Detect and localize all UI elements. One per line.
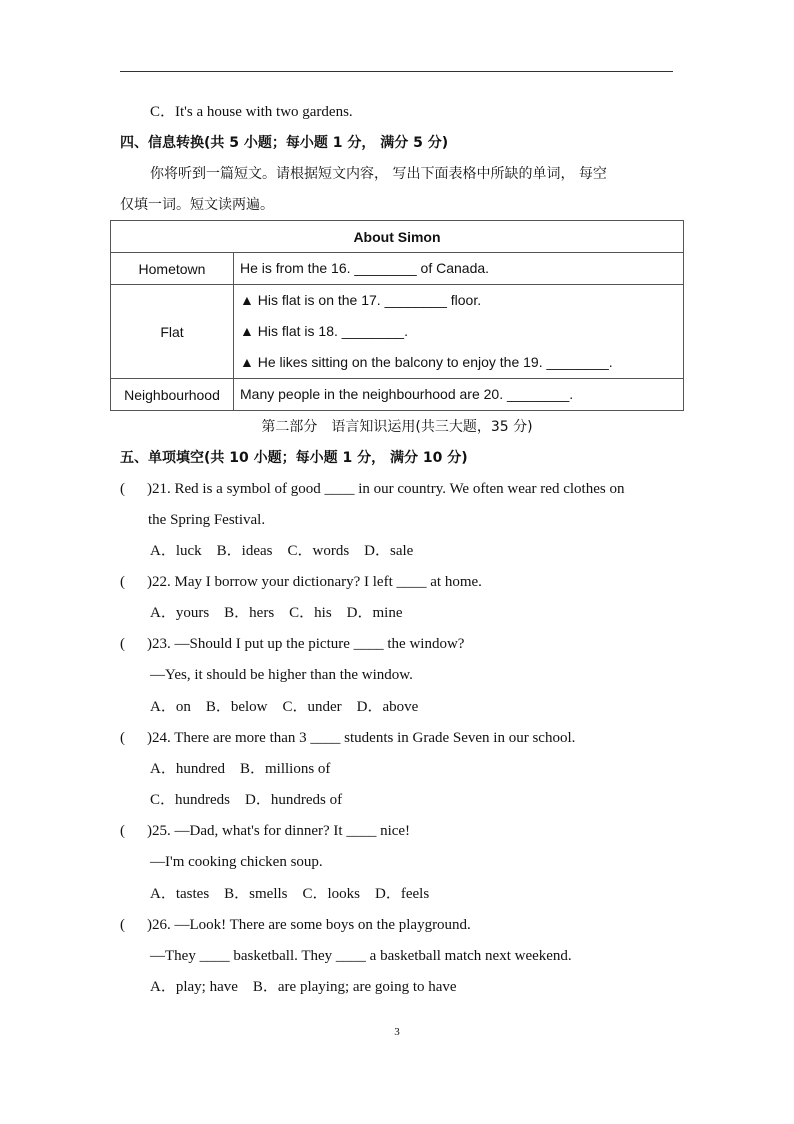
part2-title: 第二部分 语言知识运用(共三大题，35 分)	[261, 419, 533, 435]
table-header: About Simon	[111, 221, 684, 253]
table-row	[111, 285, 684, 379]
question-25-reply: —I'm cooking chicken soup.	[150, 854, 323, 870]
blank-20: Many people in the neighbourhood are 20. ________.	[240, 386, 574, 402]
question-26-options: A．play; have B．are playing; are going to have	[150, 979, 457, 995]
question-26-stem: )26. —Look! There are some boys on the playground.	[147, 917, 471, 933]
answer-paren: (	[120, 636, 125, 652]
table-row	[111, 253, 684, 285]
blank-19: ▲ He likes sitting on the balcony to enjoy the 19. ________.	[240, 354, 613, 370]
section4-instruction-line1: 你将听到一篇短文。请根据短文内容， 写出下面表格中所缺的单词， 每空	[150, 166, 607, 182]
answer-paren: (	[120, 574, 125, 590]
question-24-options-ab: A．hundred B．millions of	[150, 761, 331, 777]
option-c-previous: C．It's a house with two gardens.	[150, 104, 353, 120]
section4-instruction-line2: 仅填一词。短文读两遍。	[120, 197, 274, 213]
row-content-hometown	[234, 253, 684, 285]
answer-paren: (	[120, 481, 125, 497]
question-23-reply: —Yes, it should be higher than the window.	[150, 667, 413, 683]
row-content-flat	[234, 285, 684, 379]
question-22	[120, 572, 482, 592]
page-number: 3	[394, 1026, 400, 1038]
question-23-stem: )23. —Should I put up the picture ____ the window?	[147, 636, 465, 652]
question-22-stem: )22. May I borrow your dictionary? I left ____ at home.	[147, 574, 482, 590]
question-25	[120, 821, 410, 841]
question-21-stem: )21. Red is a symbol of good ____ in our country. We often wear red clothes on	[147, 481, 625, 497]
blank-18: ▲ His flat is 18. ________.	[240, 323, 408, 339]
row-content-neighbourhood	[234, 379, 684, 411]
section4-title: 四、信息转换(共 5 小题；每小题 1 分， 满分 5 分)	[120, 135, 449, 151]
blank-16: He is from the 16. ________ of Canada.	[240, 260, 490, 276]
question-23-options: A．on B．below C．under D．above	[150, 699, 419, 715]
question-24-options-cd: C．hundreds D．hundreds of	[150, 792, 343, 808]
question-26	[120, 915, 471, 935]
section5-title: 五、单项填空(共 10 小题；每小题 1 分， 满分 10 分)	[120, 450, 468, 466]
answer-paren: (	[120, 823, 125, 839]
question-24-stem: )24. There are more than 3 ____ students in Grade Seven in our school.	[147, 730, 576, 746]
question-25-options: A．tastes B．smells C．looks D．feels	[150, 886, 430, 902]
question-21-options: A．luck B．ideas C．words D．sale	[150, 543, 414, 559]
answer-paren: (	[120, 917, 125, 933]
question-22-options: A．yours B．hers C．his D．mine	[150, 605, 403, 621]
info-table	[110, 220, 684, 411]
row-label-hometown: Hometown	[111, 253, 234, 285]
table-row	[111, 379, 684, 411]
header-rule	[120, 71, 673, 72]
question-21	[120, 479, 624, 499]
row-label-neighbourhood: Neighbourhood	[111, 379, 234, 411]
question-26-reply: —They ____ basketball. They ____ a basketball match next weekend.	[150, 948, 572, 964]
row-label-flat: Flat	[111, 285, 234, 379]
question-21-stem-cont: the Spring Festival.	[148, 512, 266, 528]
question-25-stem: )25. —Dad, what's for dinner? It ____ nice!	[147, 823, 411, 839]
blank-17: ▲ His flat is on the 17. ________ floor.	[240, 292, 482, 308]
question-24	[120, 728, 575, 748]
question-23	[120, 634, 464, 654]
answer-paren: (	[120, 730, 125, 746]
